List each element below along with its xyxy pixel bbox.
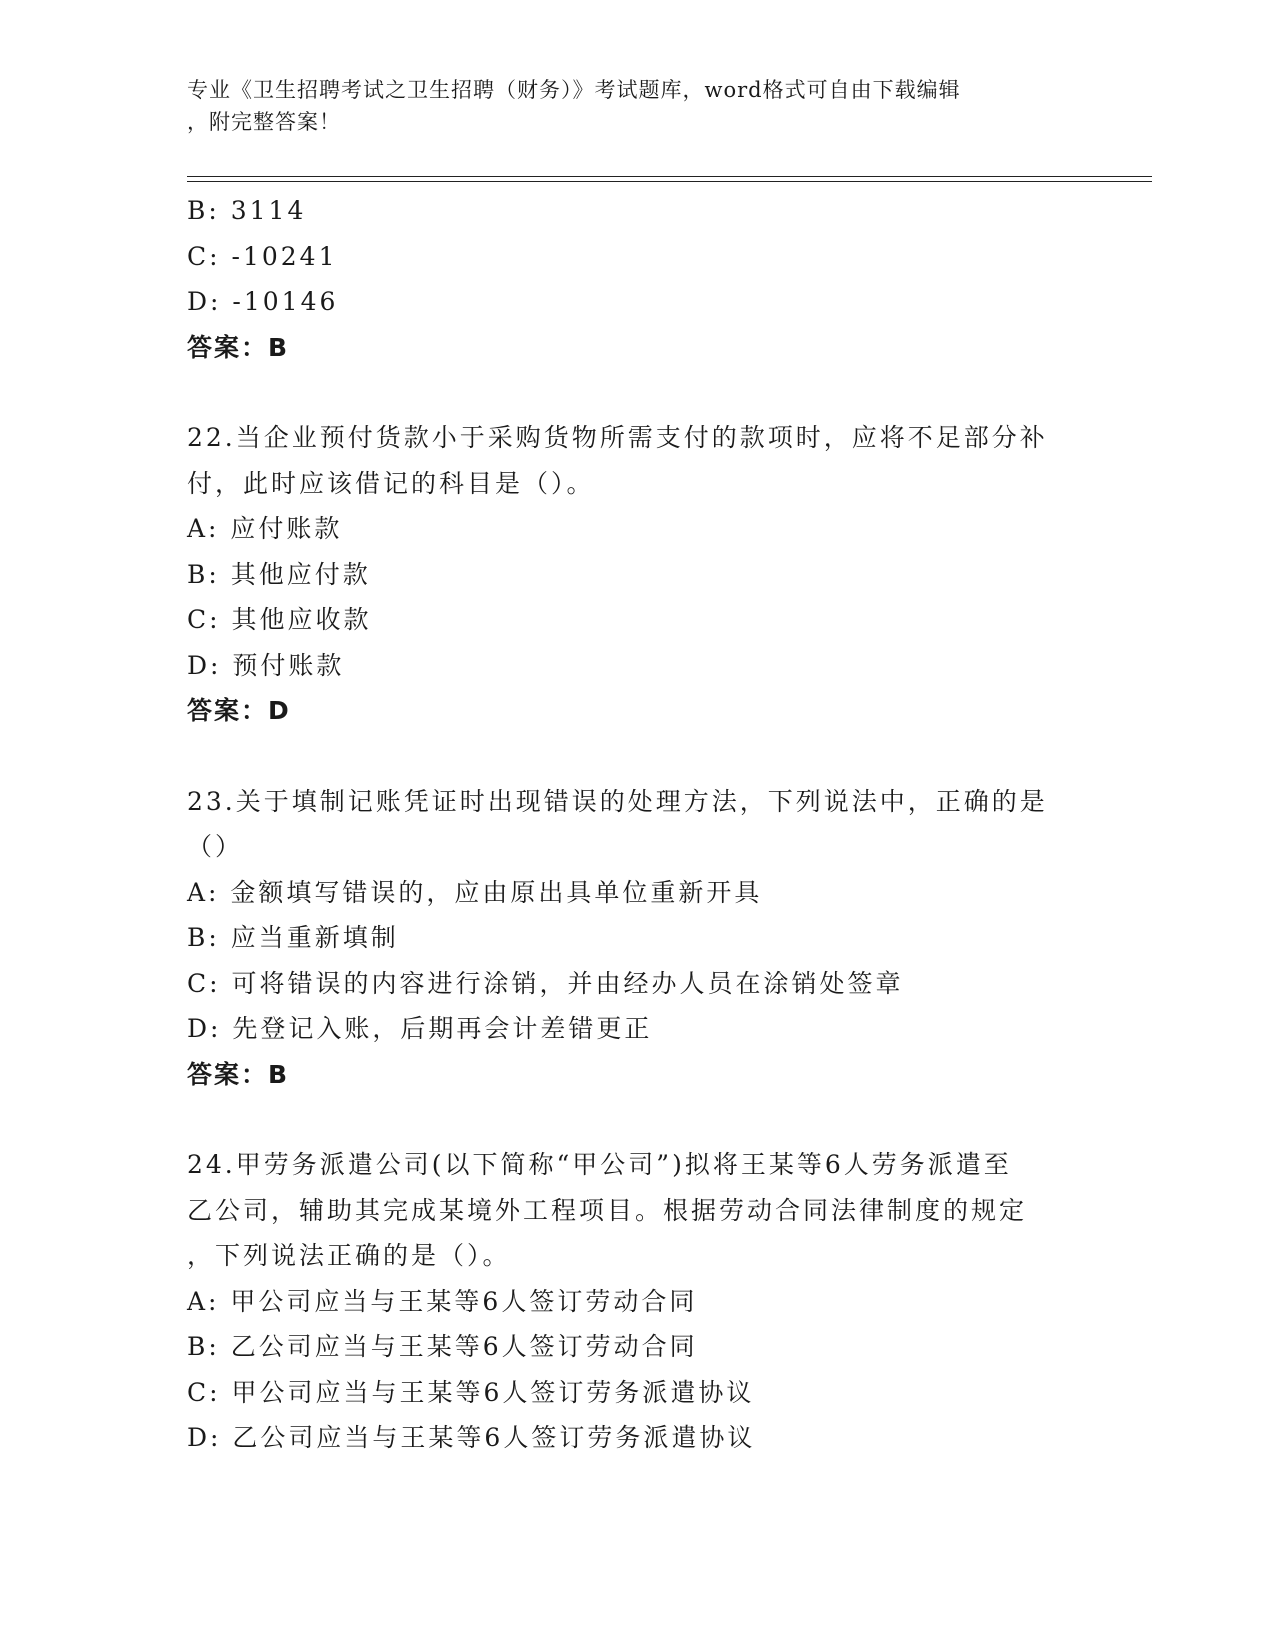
question-stem-line: （）	[187, 832, 244, 861]
option-c: C: 可将错误的内容进行涂销，并由经办人员在涂销处签章	[187, 968, 904, 998]
question-stem-line: ，下列说法正确的是（）。	[187, 1241, 511, 1270]
option-d: D: 乙公司应当与王某等6人签订劳务派遣协议	[187, 1423, 756, 1452]
option-b: B: 其他应付款	[187, 559, 371, 589]
question-stem-line: 23.关于填制记账凭证时出现错误的处理方法，下列说法中，正确的是	[187, 786, 1048, 816]
option-a: A: 金额填写错误的，应由原出具单位重新开具	[187, 877, 763, 907]
option-d: D: 预付账款	[187, 650, 345, 680]
header-line-1: 专业《卫生招聘考试之卫生招聘（财务）》考试题库，word格式可自由下载编辑	[187, 78, 961, 102]
header-line-2: ，附完整答案！	[187, 110, 341, 134]
option-a: A: 甲公司应当与王某等6人签订劳动合同	[187, 1286, 698, 1316]
option-c: C: 甲公司应当与王某等6人签订劳务派遣协议	[187, 1377, 755, 1407]
spacer	[187, 370, 1087, 415]
option-c: C: -10241	[187, 241, 338, 271]
answer-line: 答案：B	[187, 1059, 290, 1089]
answer-line: 答案：D	[187, 696, 291, 725]
answer-line: 答案：B	[187, 332, 290, 362]
option-d: D: 先登记入账，后期再会计差错更正	[187, 1014, 653, 1043]
option-b: B: 3114	[187, 196, 307, 225]
option-a: A: 应付账款	[187, 514, 343, 543]
question-21-tail	[187, 188, 1087, 370]
option-b: B: 应当重新填制	[187, 923, 399, 952]
question-stem-line: 乙公司，辅助其完成某境外工程项目。根据劳动合同法律制度的规定	[187, 1195, 1028, 1225]
question-stem-line: 24.甲劳务派遣公司(以下简称“甲公司”)拟将王某等6人劳务派遣至	[187, 1150, 1012, 1179]
question-23	[187, 779, 1087, 1098]
option-d: D: -10146	[187, 287, 339, 316]
page-header	[187, 74, 1067, 138]
question-24	[187, 1142, 1087, 1461]
spacer	[187, 1097, 1087, 1142]
header-divider-top	[187, 176, 1152, 177]
option-c: C: 其他应收款	[187, 605, 372, 634]
spacer	[187, 734, 1087, 779]
option-b: B: 乙公司应当与王某等6人签订劳动合同	[187, 1332, 698, 1361]
question-list	[187, 188, 1087, 1461]
header-divider-bottom	[187, 181, 1152, 182]
question-stem-line: 22.当企业预付货款小于采购货物所需支付的款项时，应将不足部分补	[187, 423, 1048, 452]
question-22	[187, 415, 1087, 734]
question-stem-line: 付，此时应该借记的科目是（）。	[187, 468, 595, 498]
